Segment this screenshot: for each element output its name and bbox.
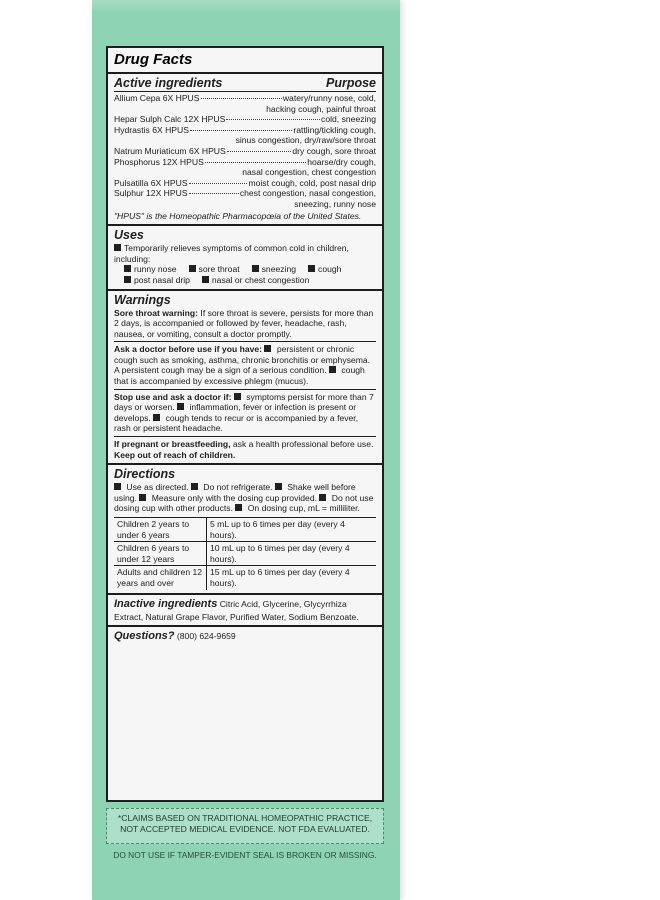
stop-use-warning: Stop use and ask a doctor if: symptoms persist for more than 7 days or worsen. inflammation, fever or infection is present or develops. cough tends to recur or is accompanied by a fever, rash or persistent headache. xyxy=(114,389,376,434)
ingredient-name: Sulphur 12X HPUS xyxy=(114,188,188,199)
use-item: nasal or chest congestion xyxy=(202,275,309,286)
ingredient-purpose-cont: nasal congestion, chest congestion xyxy=(242,167,376,178)
dosage-age: Adults and children 12 years and over xyxy=(114,566,207,590)
ingredient-purpose: moist cough, cold, post nasal drip xyxy=(248,177,376,188)
inactive-heading: Inactive ingredients xyxy=(114,597,218,610)
ingredient-name: Phosphorus 12X HPUS xyxy=(114,156,204,167)
leader-dots xyxy=(189,183,248,184)
leader-dots xyxy=(190,130,292,131)
hpus-note: "HPUS" is the Homeopathic Pharmacopœia of the United States. xyxy=(114,210,362,221)
uses-row xyxy=(114,275,376,286)
ingredient-row xyxy=(114,125,376,136)
uses-intro: Temporarily relieves symptoms of common cold in children, including: xyxy=(114,243,349,264)
pregnancy-warning: If pregnant or breastfeeding, ask a health professional before use. Keep out of reach of children. xyxy=(114,436,376,460)
ingredient-name: Pulsatilla 6X HPUS xyxy=(114,177,188,188)
warnings-section xyxy=(108,291,382,466)
box-top-edge xyxy=(92,0,400,12)
directions-section xyxy=(108,465,382,594)
ingredient-row xyxy=(114,188,376,199)
dosage-age: Children 6 years to under 12 years xyxy=(114,542,207,566)
questions-section xyxy=(108,627,382,647)
ingredient-name: Allium Cepa 6X HPUS xyxy=(114,93,200,103)
ask-doctor-warning: Ask a doctor before use if you have: persistent or chronic cough such as smoking, asthma, chronic bronchitis or emphysema. A persistent cough may be a sign of a serious condition. cough that is accompanied by excessive phlegm (mucus). xyxy=(114,341,376,386)
ingredient-purpose-cont: sneezing, runny nose xyxy=(294,198,376,209)
ingredient-purpose-cont: hacking cough, painful throat xyxy=(266,103,376,114)
sore-throat-warning: Sore throat warning: If sore throat is severe, persists for more than 2 days, is accompanied or followed by fever, headache, rash, nausea, or vomiting, consult a doctor promptly. xyxy=(114,307,374,339)
ingredient-purpose: rattling/tickling cough, xyxy=(293,124,376,135)
ingredient-row xyxy=(114,178,376,189)
inactive-text: Citric Acid, Glycerine, Glycyrrhiza Extract, Natural Grape Flavor, Purified Water, Sodium Benzoate. xyxy=(114,598,359,622)
ingredient-row xyxy=(114,157,376,168)
uses-row xyxy=(114,264,376,275)
directions-text: Use as directed. Do not refrigerate. Shake well before using. Measure only with the dosing cup provided. Do not use dosing cup with other products. On dosing cup, mL = milliliter. xyxy=(114,482,374,514)
dosage-row xyxy=(114,518,376,542)
leader-dots xyxy=(226,119,320,120)
uses-section xyxy=(108,226,382,290)
ingredient-purpose: hoarse/dry cough, xyxy=(307,156,376,167)
ingredient-name: Hepar Sulph Calc 12X HPUS xyxy=(114,114,226,125)
seal-notice: DO NOT USE IF TAMPER-EVIDENT SEAL IS BROKEN OR MISSING. xyxy=(113,850,377,860)
dosage-age: Children 2 years to under 6 years xyxy=(114,518,207,542)
questions-heading: Questions? xyxy=(114,630,175,643)
ingredient-purpose: cold, sneezing xyxy=(321,114,376,125)
product-box xyxy=(92,0,400,900)
leader-dots xyxy=(201,98,282,99)
dosage-row xyxy=(114,566,376,590)
ingredient-purpose: dry cough, sore throat xyxy=(292,145,376,156)
active-ingredients-heading: Active ingredients xyxy=(114,76,223,90)
ingredients-list xyxy=(114,93,376,210)
claims-notice: *CLAIMS BASED ON TRADITIONAL HOMEOPATHIC PRACTICE, NOT ACCEPTED MEDICAL EVIDENCE. NOT FDA EVALUATED. xyxy=(106,808,384,844)
phone-number: (800) 624-9659 xyxy=(176,631,236,642)
directions-heading: Directions xyxy=(114,467,176,482)
dosage-amount: 10 mL up to 6 times per day (every 4 hours). xyxy=(207,542,377,566)
inactive-ingredients-section xyxy=(108,595,382,628)
dosage-amount: 15 mL up to 6 times per day (every 4 hours). xyxy=(207,566,377,590)
dosage-row xyxy=(114,542,376,566)
drug-facts-title: Drug Facts xyxy=(108,48,382,74)
ingredient-name: Natrum Muriaticum 6X HPUS xyxy=(114,145,226,156)
use-item: runny nose xyxy=(124,264,177,275)
dosage-table xyxy=(114,517,376,590)
ingredient-row xyxy=(114,93,376,104)
purpose-heading: Purpose xyxy=(325,76,376,90)
ingredient-name: Hydrastis 6X HPUS xyxy=(114,124,189,135)
use-item: sore throat xyxy=(189,264,240,275)
drug-facts-panel xyxy=(106,46,384,802)
leader-dots xyxy=(189,193,239,194)
use-item: sneezing xyxy=(252,264,296,275)
use-item: post nasal drip xyxy=(124,275,190,286)
ingredient-row xyxy=(114,114,376,125)
dosage-amount: 5 mL up to 6 times per day (every 4 hours). xyxy=(207,518,377,542)
use-item: cough xyxy=(308,264,341,275)
leader-dots xyxy=(227,151,292,152)
ingredient-purpose: chest congestion, nasal congestion, xyxy=(239,188,376,199)
ingredient-row xyxy=(114,146,376,157)
active-ingredients-section xyxy=(108,74,382,226)
uses-heading: Uses xyxy=(114,228,144,243)
leader-dots xyxy=(205,162,306,163)
ingredient-purpose: watery/runny nose, cold, xyxy=(282,93,376,103)
ingredient-purpose-cont: sinus congestion, dry/raw/sore throat xyxy=(235,135,376,146)
warnings-heading: Warnings xyxy=(114,292,171,307)
